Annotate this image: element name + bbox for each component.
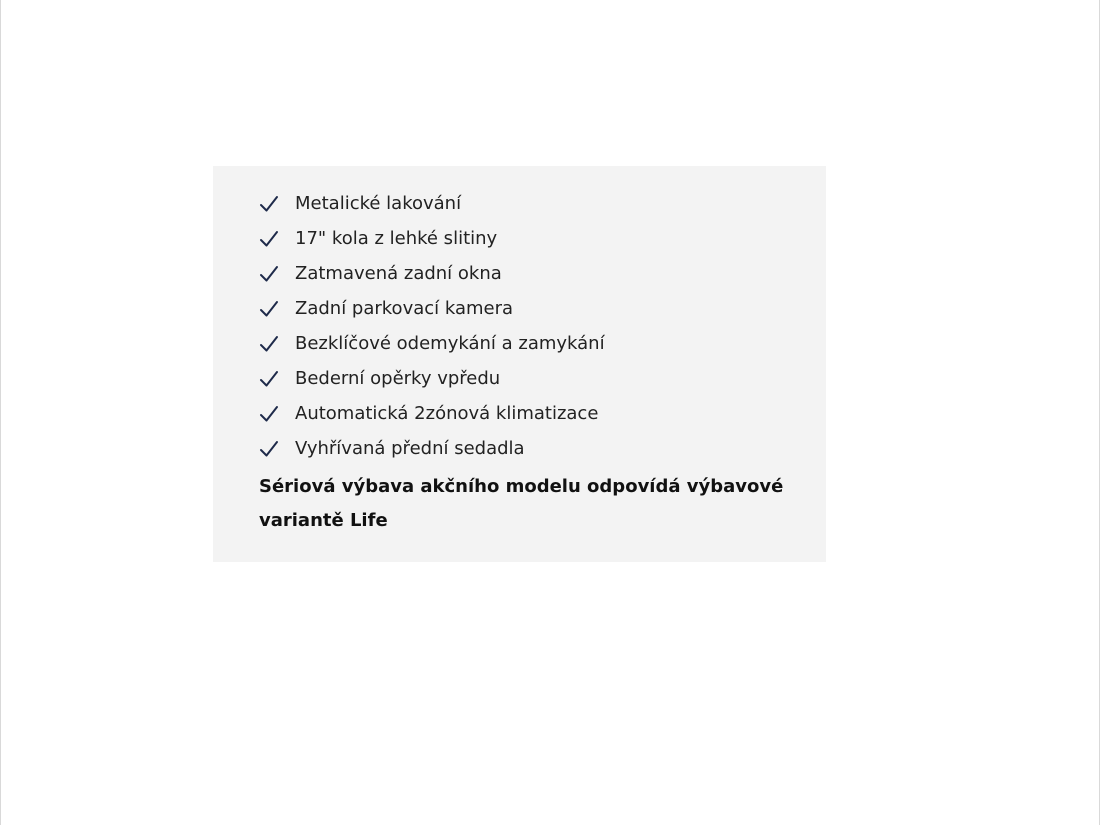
feature-label: Bezklíčové odemykání a zamykání [295, 333, 605, 354]
check-icon [259, 405, 295, 423]
check-icon [259, 230, 295, 248]
check-icon [259, 195, 295, 213]
feature-item [259, 396, 826, 431]
feature-item [259, 186, 826, 221]
feature-label: Zatmavená zadní okna [295, 263, 502, 284]
feature-label: Automatická 2zónová klimatizace [295, 403, 599, 424]
feature-label: Metalické lakování [295, 193, 462, 214]
feature-label: Zadní parkovací kamera [295, 298, 514, 319]
feature-item [259, 256, 826, 291]
standard-equipment-note: Sériová výbava akčního modelu odpovídá výbavové variantě Life [259, 476, 784, 531]
feature-list [259, 186, 826, 466]
feature-item [259, 361, 826, 396]
feature-label: Vyhřívaná přední sedadla [295, 438, 525, 459]
feature-item [259, 291, 826, 326]
feature-label: Bederní opěrky vpředu [295, 368, 501, 389]
equipment-panel [213, 166, 826, 562]
check-icon [259, 300, 295, 318]
check-icon [259, 265, 295, 283]
feature-item [259, 431, 826, 466]
feature-item [259, 326, 826, 361]
check-icon [259, 440, 295, 458]
feature-item [259, 221, 826, 256]
feature-label: 17" kola z lehké slitiny [295, 228, 498, 249]
check-icon [259, 335, 295, 353]
check-icon [259, 370, 295, 388]
